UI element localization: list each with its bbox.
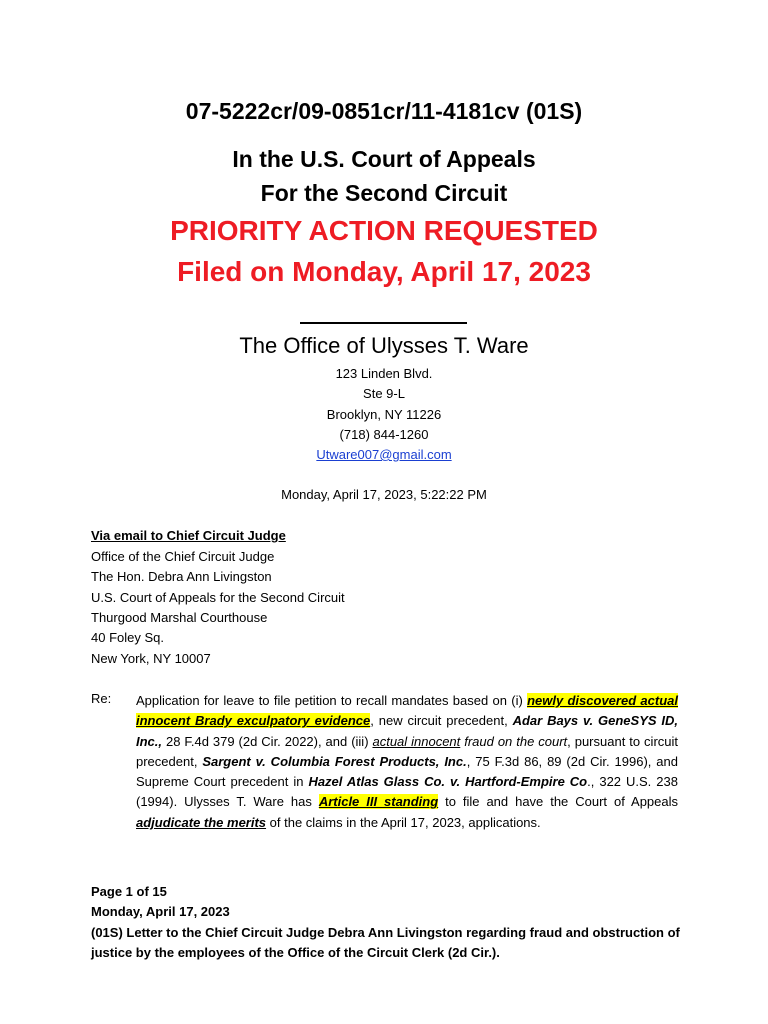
re-text: to file and have the Court of Appeals xyxy=(438,794,679,810)
recipient-line: The Hon. Debra Ann Livingston xyxy=(91,569,272,584)
filed-date-banner: Filed on Monday, April 17, 2023 xyxy=(177,256,591,287)
case-citation: Hazel Atlas Glass Co. v. Hartford-Empire Co xyxy=(308,774,588,790)
re-text: Application for leave to file petition to recall mandates based on (i) xyxy=(136,693,528,708)
priority-banner: PRIORITY ACTION REQUESTED xyxy=(170,215,598,246)
court-name-line2: For the Second Circuit xyxy=(260,180,508,206)
divider-rule xyxy=(300,322,467,324)
highlight-brady-evidence: newly discovered actual innocent Brady exculpatory evidence xyxy=(136,693,678,729)
case-citation: Sargent v. Columbia Forest Products, Inc. xyxy=(202,753,467,769)
recipient-line: U.S. Court of Appeals for the Second Circuit xyxy=(91,590,345,605)
page-number: Page 1 of 15 xyxy=(91,884,167,899)
recipient-line: 40 Foley Sq. xyxy=(91,630,164,645)
re-text: , pursuant to circuit precedent, xyxy=(136,733,679,769)
recipient-line: Thurgood Marshal Courthouse xyxy=(91,610,268,625)
re-text: , new circuit precedent, xyxy=(370,713,513,729)
via-line: Via email to Chief Circuit Judge xyxy=(91,528,286,543)
case-citation: Adar Bays v. GeneSYS ID, Inc., xyxy=(136,713,679,749)
footer-subject: (01S) Letter to the Chief Circuit Judge Debra Ann Livingston regarding fraud and obstruction of justice by the employees of the Office of the Circuit Clerk (2d Cir.). xyxy=(91,925,680,960)
re-text: of the claims in the April 17, 2023, applications. xyxy=(266,814,541,830)
letter-datestamp: Monday, April 17, 2023, 5:22:22 PM xyxy=(281,487,487,502)
docket-number: 07-5222cr/09-0851cr/11-4181cv (01S) xyxy=(185,98,583,124)
re-text: ., 322 U.S. 238 (1994). Ulysses T. Ware has xyxy=(136,774,678,810)
address-phone: (718) 844-1260 xyxy=(339,427,429,442)
office-title: The Office of Ulysses T. Ware xyxy=(239,333,529,358)
recipient-line: Office of the Chief Circuit Judge xyxy=(91,549,275,564)
address-suite: Ste 9-L xyxy=(363,386,405,401)
footer-date: Monday, April 17, 2023 xyxy=(91,904,230,919)
underlined-phrase: actual innocent xyxy=(372,733,461,749)
recipient-line: New York, NY 10007 xyxy=(91,651,211,666)
address-street: 123 Linden Blvd. xyxy=(335,366,433,381)
address-city: Brooklyn, NY 11226 xyxy=(326,407,442,422)
re-label: Re: xyxy=(91,691,112,706)
italic-phrase: fraud on the court xyxy=(460,733,568,749)
court-name-line1: In the U.S. Court of Appeals xyxy=(232,146,536,172)
re-paragraph xyxy=(136,691,678,833)
underlined-phrase: adjudicate the merits xyxy=(136,814,267,830)
email-link[interactable]: Utware007@gmail.com xyxy=(316,447,452,462)
re-text: 28 F.4d 379 (2d Cir. 2022), and (iii) xyxy=(162,733,373,749)
re-text: , 75 F.3d 86, 89 (2d Cir. 1996), and Supreme Court precedent in xyxy=(136,753,678,790)
highlight-article-iii: Article III standing xyxy=(318,794,439,810)
